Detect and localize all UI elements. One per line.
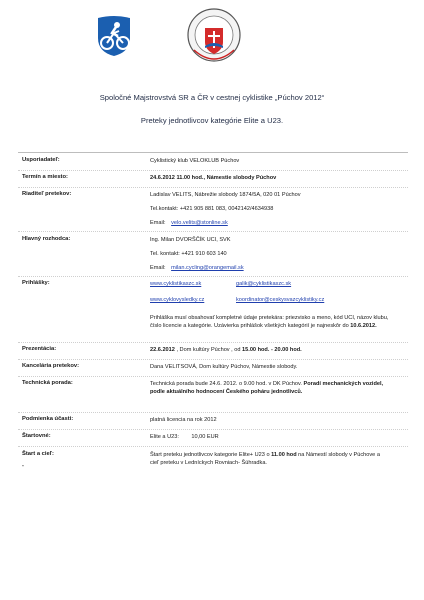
- galik-email-link[interactable]: galik@cyklistikaszc.sk: [236, 281, 292, 287]
- date-label: Termín a miesto:: [22, 174, 68, 180]
- director-email-line: [150, 219, 400, 227]
- cyclist-logo-icon: [92, 14, 136, 58]
- row-divider: [18, 446, 408, 447]
- row-divider: [18, 187, 408, 188]
- start-suffix: na Námestí slobody v Púchove a cieľ preteku v Ledníckych Rovniach- Šúhradka.: [150, 452, 380, 466]
- presentation-label: Prezentácia:: [22, 346, 57, 352]
- director-tel: Tel.kontakt: +421 905 881 083, 0042142/4634938: [150, 206, 274, 212]
- referee-email-label: Email:: [150, 265, 166, 271]
- conditions-value: platná licencia na rok 2012: [150, 417, 217, 423]
- fee-label: Štartovné:: [22, 433, 51, 439]
- document-subtitle: Preteky jednotlivcov kategórie Elite a U23.: [140, 116, 284, 125]
- entries-link-3: [150, 296, 204, 304]
- row-divider: [18, 231, 408, 232]
- presentation-value: [150, 346, 400, 354]
- fee-value: Elite a U23: 10,00 EUR: [150, 434, 219, 440]
- organizer-value: Cyklistický klub VELOKLUB Púchov: [150, 158, 240, 164]
- start-label: Štart a cieľ:: [22, 451, 54, 457]
- top-divider: [18, 152, 408, 153]
- document-title: Spoločné Majstrovstvá SR a ČR v cestnej cyklistike „Púchov 2012“: [99, 93, 325, 102]
- date-value: 24.6.2012 11.00 hod., Námestie slobody Púchov: [150, 175, 277, 181]
- referee-tel: Tel. kontakt: +421 910 603 140: [150, 251, 227, 257]
- referee-name: Ing. Milan DVORŠČÍK UCI, SVK: [150, 237, 231, 243]
- meeting-text: Technická porada bude 24.6. 2012. o 9.00 hod. v DK Púchov.: [150, 381, 302, 387]
- conditions-label: Podmienka účasti:: [22, 416, 74, 422]
- director-email-link[interactable]: velo.velits@stonline.sk: [171, 220, 228, 226]
- meeting-label: Technická porada:: [22, 380, 73, 386]
- federation-seal-icon: [186, 6, 242, 68]
- cyklistikaszc-link[interactable]: www.cyklistikaszc.sk: [150, 281, 202, 287]
- referee-email-line: [150, 264, 400, 272]
- entries-note: [150, 314, 390, 330]
- cyklovysledky-link[interactable]: www.cyklovysledky.cz: [150, 297, 205, 303]
- row-divider: [18, 376, 408, 377]
- referee-email-link[interactable]: milan.cycling@orangemail.sk: [171, 265, 244, 271]
- row-divider: [18, 429, 408, 430]
- start-time: 11.00 hod: [271, 452, 297, 458]
- koordinator-email-link[interactable]: koordinator@ceskysvazcyklistiky.cz: [236, 297, 325, 303]
- row-divider: [18, 359, 408, 360]
- row-divider: [18, 342, 408, 343]
- organizer-label: Usporiadateľ:: [22, 157, 60, 163]
- meeting-bold-text: Poradí mechanických vozidel, podle aktuálního hodnocení Českého poháru jednotlivců.: [150, 381, 384, 395]
- office-label: Kancelária pretekov:: [22, 363, 80, 369]
- entries-note-text: Prihláška musí obsahovať kompletné údaje pretekára: priezvisko a meno, kód UCI, názov klubu, číslo licencie a kategórie. Uzávierka prihlášok všetkých kategórií je najneskôr do: [150, 315, 389, 329]
- meeting-value: [150, 380, 390, 396]
- row-divider: [18, 412, 408, 413]
- entries-link-1: [150, 280, 201, 288]
- start-prefix: Štart preteku jednotlivcov kategorie Elite+ U23 o: [150, 452, 272, 458]
- director-email-label: Email:: [150, 220, 166, 226]
- entries-label: Prihlášky:: [22, 280, 50, 286]
- row-divider: [18, 170, 408, 171]
- entries-link-2: [236, 280, 291, 288]
- director-label: Riaditeľ pretekov:: [22, 191, 72, 197]
- office-value: Dana VELITSOVÁ, Dom kultúry Púchov, Námestie slobody.: [150, 364, 298, 370]
- entries-link-4: [236, 296, 324, 304]
- director-name: Ladislav VELITS, Nábrežie slobody 1874/5A, 020 01 Púchov: [150, 192, 301, 198]
- start-value: [150, 451, 390, 467]
- presentation-date: 22.6.2012: [150, 347, 175, 353]
- start-dash: -: [22, 463, 24, 469]
- referee-label: Hlavný rozhodca:: [22, 236, 71, 242]
- entries-deadline: 10.6.2012.: [350, 323, 377, 329]
- presentation-place: , Dom kultúry Púchov , od: [174, 347, 243, 353]
- presentation-time: 15.00 hod. - 20.00 hod.: [242, 347, 302, 353]
- row-divider: [18, 276, 408, 277]
